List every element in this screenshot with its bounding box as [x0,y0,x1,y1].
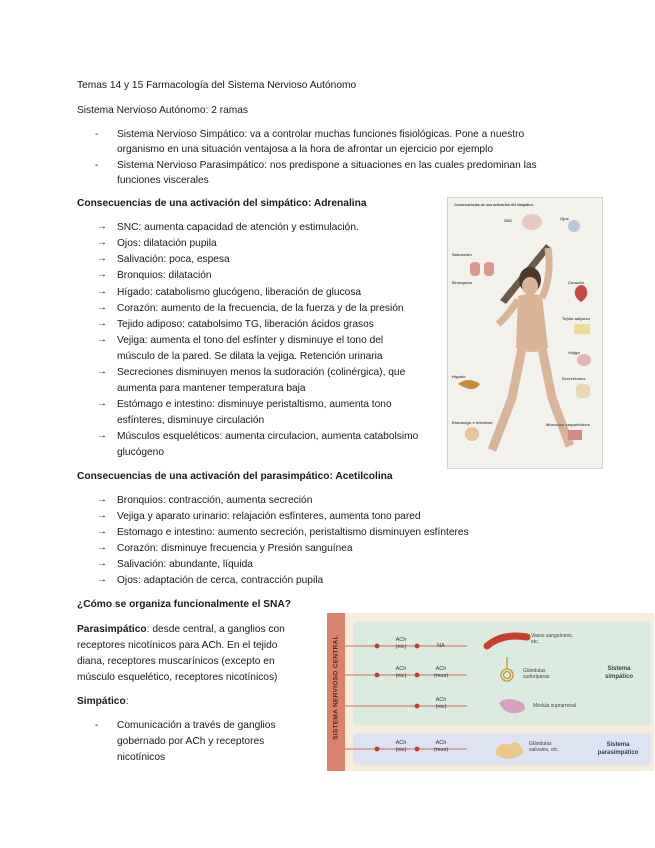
rama-simpatico-line2: organismo en una situación ventajosa a la hora de afrontar un ejercicio por ejemplo [117,144,494,155]
simpatico-item-line1: Comunicación a través de ganglios [117,720,276,731]
list-item: Salivación: abundante, líquida [117,559,253,570]
dash-bullet: - [95,160,99,171]
heart-icon [575,285,587,302]
rama-simpatico-line1: Sistema Nervioso Simpático: va a controlar muchas funciones fisiológicas. Pone a nuestro [117,129,525,140]
parasimpatico-description-line3: diana, receptores muscarínicos (excepto en [77,656,275,667]
list-item: Tejido adiposo: catabolsimo TG, liberación ácidos grasos [117,319,374,330]
list-item: Vejiga y aparato urinario: relajación esfínteres, aumenta tono pared [117,511,421,522]
arrow-icon: → [97,221,107,232]
fig-label-snc: SNC [504,218,513,223]
fig-label-estomago: Estómago e intestino [452,420,493,425]
simpatico-item-line3: nicotínicos [117,752,166,763]
document-title: Temas 14 y 15 Farmacología del Sistema Nervioso Autónomo [77,80,357,91]
arrow-icon: → [97,366,107,377]
row1-organ: Vasos sanguíneos, etc. [531,633,574,645]
list-item-continuation: aumenta para mantener temperatura baja [117,383,306,394]
list-item: Bronquios: dilatación [117,270,212,281]
arrow-icon: → [97,286,107,297]
group-label-simpatico: Sistema simpático [604,666,633,680]
arrow-icon: → [97,430,107,441]
figure-drawing [448,198,602,468]
list-item: Ojos: adaptación de cerca, contracción pupila [117,575,324,586]
arrow-icon: → [97,237,107,248]
list-item-continuation: glucógeno [117,447,165,458]
blood-vessel-icon [487,636,527,646]
row2-post: ACh (mus) [433,666,449,679]
arrow-icon: → [97,526,107,537]
parasimpatico-label: Parasimpático [77,624,147,635]
stomach-icon [465,427,479,441]
fig-label-ojos: Ojos [560,216,569,221]
simpatico-label-line: Simpático: [77,696,129,707]
adipose-icon [574,324,590,334]
skin-icon [576,384,590,398]
salivary-gland-icon [496,742,524,759]
row3-organ: Médula suprarrenal [533,703,577,709]
list-item: Hígado: catabolismo glucógeno, liberación de glucosa [117,287,362,298]
arrow-icon: → [97,334,107,345]
fig-label-bronquios: Bronquios [452,280,472,285]
simpatico-item-line2: gobernado por ACh y receptores [117,736,265,747]
row1-pre: ACh (nic) [395,637,407,650]
organizacion-heading: ¿Cómo se organiza funcionalmente el SNA? [77,599,291,610]
parasimpatico-description-line2: receptores nicotínicos para ACh. En el tejido [77,640,278,651]
brain-icon [522,214,542,230]
parasimpatico-description-line1: Parasimpático: desde central, a ganglios con [77,624,285,635]
list-item: Vejiga: aumenta el tono del esfínter y disminuye el tono del [117,335,384,346]
list-item: Corazón: aumento de la frecuencia, de la fuerza y de la presión [117,303,404,314]
fig-label-salivacion: Salivación [452,252,472,257]
sna-diagram [327,613,654,771]
fig-label-corazon: Corazón [568,280,584,285]
row4-pre: ACh (nic) [395,740,407,753]
arrow-icon: → [97,318,107,329]
arrow-icon: → [97,302,107,313]
list-item: Salivación: poca, espesa [117,254,230,265]
simpatico-label: Simpático [77,696,126,707]
bladder-icon [577,354,591,366]
list-item-continuation: esfínteres, disminuye circulación [117,415,265,426]
arrow-icon: → [97,253,107,264]
arrow-icon: → [97,269,107,280]
simpatico-heading: Consecuencias de una activación del simpático: Adrenalina [77,198,367,209]
fig-label-musculos: Músculos esqueléticos [546,422,590,427]
sweat-gland-icon [501,657,513,681]
row1-post: NA [437,643,445,649]
fig-label-vejiga: Vejiga [568,350,580,355]
arrow-icon: → [97,542,107,553]
list-item: Bronquios: contracción, aumenta secreción [117,495,313,506]
list-item: Músculos esqueléticos: aumenta circulacion, aumenta catabolsimo [117,431,419,442]
eye-icon [568,220,580,232]
list-item: Corazón: disminuye frecuencia y Presión sanguínea [117,543,353,554]
parasimpatico-description-line4: músculo esquelético, receptores nicotínicos) [77,672,278,683]
row2-organ: Glándulas sudoríparas [523,668,550,680]
muscle-icon [568,430,582,440]
row3-post: ACh (nic) [435,697,447,710]
list-item-continuation: músculo de la pared. Se dilata la vejiga. Retención urinaria [117,351,383,362]
row4-post: ACh (mus) [433,740,449,753]
figure-title: Consecuencias de una activación del simpático [454,203,534,207]
liver-icon [458,380,480,389]
rama-parasimpatico-line2: funciones viscerales [117,175,209,186]
fig-label-secreciones: Secreciones [562,376,586,381]
fig-label-higado: Hígado [452,374,466,379]
group-label-parasimpatico: Sistema parasimpático [597,742,639,756]
parasimpatico-heading: Consecuencias de una activación del parasimpático: Acetilcolina [77,471,393,482]
simpatico-illustration [447,197,603,469]
arrow-icon: → [97,510,107,521]
adrenal-medulla-icon [499,699,525,713]
lung-icon [470,262,480,276]
list-item: Estomago e intestino: aumento secreción, peristaltismo disminuyen esfínteres [117,527,469,538]
dash-bullet: - [95,720,99,731]
arrow-icon: → [97,494,107,505]
list-item: SNC: aumenta capacidad de atención y estimulación. [117,222,359,233]
rama-parasimpatico-line1: Sistema Nervioso Parasimpático: nos predispone a situaciones en las cuales predominan las [117,160,537,171]
list-item: Secreciones disminuyen menos la sudoración (colinérgica), que [117,367,406,378]
arrow-icon: → [97,398,107,409]
list-item: Estómago e intestino: disminuye peristaltismo, aumenta tono [117,399,392,410]
cns-axis-label: SISTEMA NERVIOSO CENTRAL [332,635,340,740]
section-subtitle: Sistema Nervioso Autónomo: 2 ramas [77,105,248,116]
arrow-icon: → [97,574,107,585]
fig-label-tejido-adiposo: Tejido adiposo [562,316,590,321]
row2-pre: ACh (nic) [395,666,407,679]
dash-bullet: - [95,129,99,140]
row4-organ: Glándulas salivales, etc. [529,741,560,753]
arrow-icon: → [97,558,107,569]
list-item: Ojos: dilatación pupila [117,238,217,249]
